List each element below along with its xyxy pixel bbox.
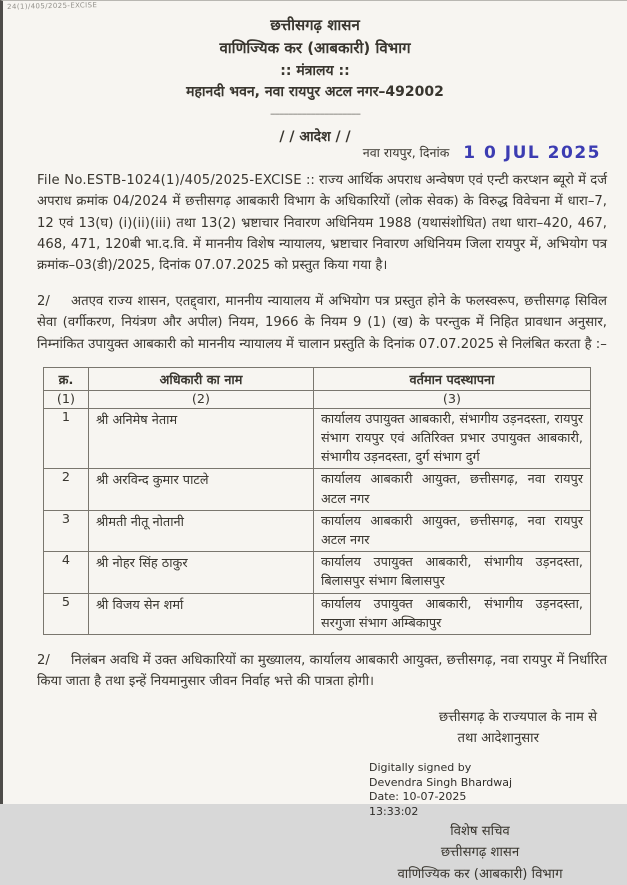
digital-signature-line-1: Digitally signed by bbox=[369, 760, 472, 774]
table-subheader-row bbox=[44, 390, 591, 408]
cell-posting: कार्यालय उपायुक्त आबकारी, संभागीय उड़नदस्ता, सरगुजा संभाग अम्बिकापुर bbox=[314, 593, 591, 634]
table-row bbox=[44, 552, 591, 593]
order-title: / / आदेश / / bbox=[279, 128, 351, 145]
cell-posting: कार्यालय उपायुक्त आबकारी, संभागीय उड़नदस्ता, रायपुर संभाग रायपुर एवं अतिरिक्त प्रभार उपायुक्त आबकारी, संभागीय उड़नदस्ता, दुर्ग संभाग दुर्ग bbox=[314, 408, 591, 469]
column-header-current-posting: वर्तमान पदस्थापना bbox=[314, 367, 591, 390]
table-row bbox=[44, 408, 591, 469]
signatory-designation: विशेष सचिव bbox=[450, 824, 510, 840]
file-number: File No.ESTB-1024(1)/405/2025-EXCISE bbox=[37, 172, 302, 188]
cell-serial: 5 bbox=[44, 593, 89, 634]
letterhead-government: छत्तीसगढ़ शासन bbox=[270, 16, 360, 34]
subheader-col-3: (3) bbox=[314, 390, 591, 408]
by-order-line-1: छत्तीसगढ़ के राज्यपाल के नाम से bbox=[438, 709, 597, 725]
digital-signature-block bbox=[369, 761, 627, 819]
file-corner-note: 24(1)/405/2025-EXCISE bbox=[7, 1, 98, 11]
by-order-block bbox=[3, 707, 597, 749]
by-order-line-2: तथा आदेशानुसार bbox=[457, 730, 539, 746]
paragraph-2-number: 2/ bbox=[37, 293, 50, 309]
signatory-org-line-2: वाणिज्यिक कर (आबकारी) विभाग bbox=[397, 866, 563, 882]
subheader-col-1: (1) bbox=[44, 390, 89, 408]
table-header-row bbox=[44, 367, 591, 390]
cell-posting: कार्यालय आबकारी आयुक्त, छत्तीसगढ़, नवा रायपुर अटल नगर bbox=[314, 469, 591, 510]
cell-officer-name: श्रीमती नीतू नोतानी bbox=[89, 510, 314, 551]
cell-serial: 4 bbox=[44, 552, 89, 593]
cell-serial: 1 bbox=[44, 408, 89, 469]
cell-posting: कार्यालय उपायुक्त आबकारी, संभागीय उड़नदस्ता, बिलासपुर संभाग बिलासपुर bbox=[314, 552, 591, 593]
cell-posting: कार्यालय आबकारी आयुक्त, छत्तीसगढ़, नवा रायपुर अटल नगर bbox=[314, 510, 591, 551]
table-row bbox=[44, 469, 591, 510]
digital-signature-name: Devendra Singh Bhardwaj bbox=[369, 775, 513, 789]
column-header-serial: क्र. bbox=[44, 367, 89, 390]
cell-officer-name: श्री नोहर सिंह ठाकुर bbox=[89, 552, 314, 593]
paragraph-suspension-order bbox=[37, 291, 607, 355]
paragraph-headquarters-text: निलंबन अवधि में उक्त अधिकारियों का मुख्यालय, कार्यालय आबकारी आयुक्त, छत्तीसगढ़, नवा रायपुर में निर्धारित किया जाता है तथा इन्हें नियमानुसार जीवन निर्वाह भत्ते की पात्रता होगी। bbox=[37, 652, 607, 690]
letterhead-department: वाणिज्यिक कर (आबकारी) विभाग bbox=[219, 39, 411, 58]
letterhead-address: महानदी भवन, नवा रायपुर अटल नगर–492002 bbox=[186, 84, 444, 101]
paragraph-case-details bbox=[37, 170, 607, 277]
letterhead-ministry: :: मंत्रालय :: bbox=[280, 62, 350, 79]
officers-table bbox=[43, 367, 591, 635]
paragraph-headquarters bbox=[37, 650, 607, 693]
cell-officer-name: श्री विजय सेन शर्मा bbox=[89, 593, 314, 634]
cell-serial: 3 bbox=[44, 510, 89, 551]
paragraph-3-number: 2/ bbox=[37, 652, 50, 668]
letterhead bbox=[3, 1, 627, 122]
paragraph-suspension-order-text: अतएव राज्य शासन, एतद्द्वारा, माननीय न्यायालय में अभियोग पत्र प्रस्तुत होने के फलस्वरूप, छत्तीसगढ़ सिविल सेवा (वर्गीकरण, नियंत्रण और अपील) नियम, 1966 के नियम 9 (1) (ख) के परन्तुक में निहित प्रावधान अनुसार, निम्नांकित उपायुक्त आबकारी को माननीय न्यायालय में चालान प्रस्तुति के दिनांक 07.07.2025 से निलंबित करता है :– bbox=[37, 293, 607, 352]
table-row bbox=[44, 593, 591, 634]
digital-signature-date: Date: 10-07-2025 bbox=[369, 790, 467, 804]
column-header-officer-name: अधिकारी का नाम bbox=[89, 367, 314, 390]
signatory-block bbox=[355, 821, 605, 885]
paragraph-case-details-text: :: राज्य आर्थिक अपराध अन्वेषण एवं एन्टी करप्शन ब्यूरो में दर्ज अपराध क्रमांक 04/2024 में छत्तीसगढ़ आबकारी विभाग के अधिकारियों (लोक सेवक) के विरुद्ध विवेचना में धारा–7, 12 एवं 13(घ) (i)(ii)(iii) तथा 13(2) भ्रष्टाचार निवारण अधिनियम 1988 (यथासंशोधित) तथा धारा–420, 467, 468, 471, 120बी भा.द.वि. में माननीय विशेष न्यायालय, भ्रष्टाचार निवारण अधिनियम जिला रायपुर में, अभियोग पत्र क्रमांक–03(डी)/2025, दिनांक 07.07.2025 को प्रस्तुत किया गया है। bbox=[37, 172, 608, 274]
cell-officer-name: श्री अनिमेष नेताम bbox=[89, 408, 314, 469]
cell-serial: 2 bbox=[44, 469, 89, 510]
cell-officer-name: श्री अरविन्द कुमार पाटले bbox=[89, 469, 314, 510]
signatory-org-line-1: छत्तीसगढ़ शासन bbox=[440, 845, 520, 861]
digital-signature-time: 13:33:02 bbox=[369, 804, 419, 818]
subheader-col-2: (2) bbox=[89, 390, 314, 408]
place-date-label: नवा रायपुर, दिनांक bbox=[362, 144, 450, 160]
table-row bbox=[44, 510, 591, 551]
letterhead-separator: –––––––––––––––––––– bbox=[270, 106, 360, 120]
date-stamp: 1 0 JUL 2025 bbox=[463, 142, 601, 163]
